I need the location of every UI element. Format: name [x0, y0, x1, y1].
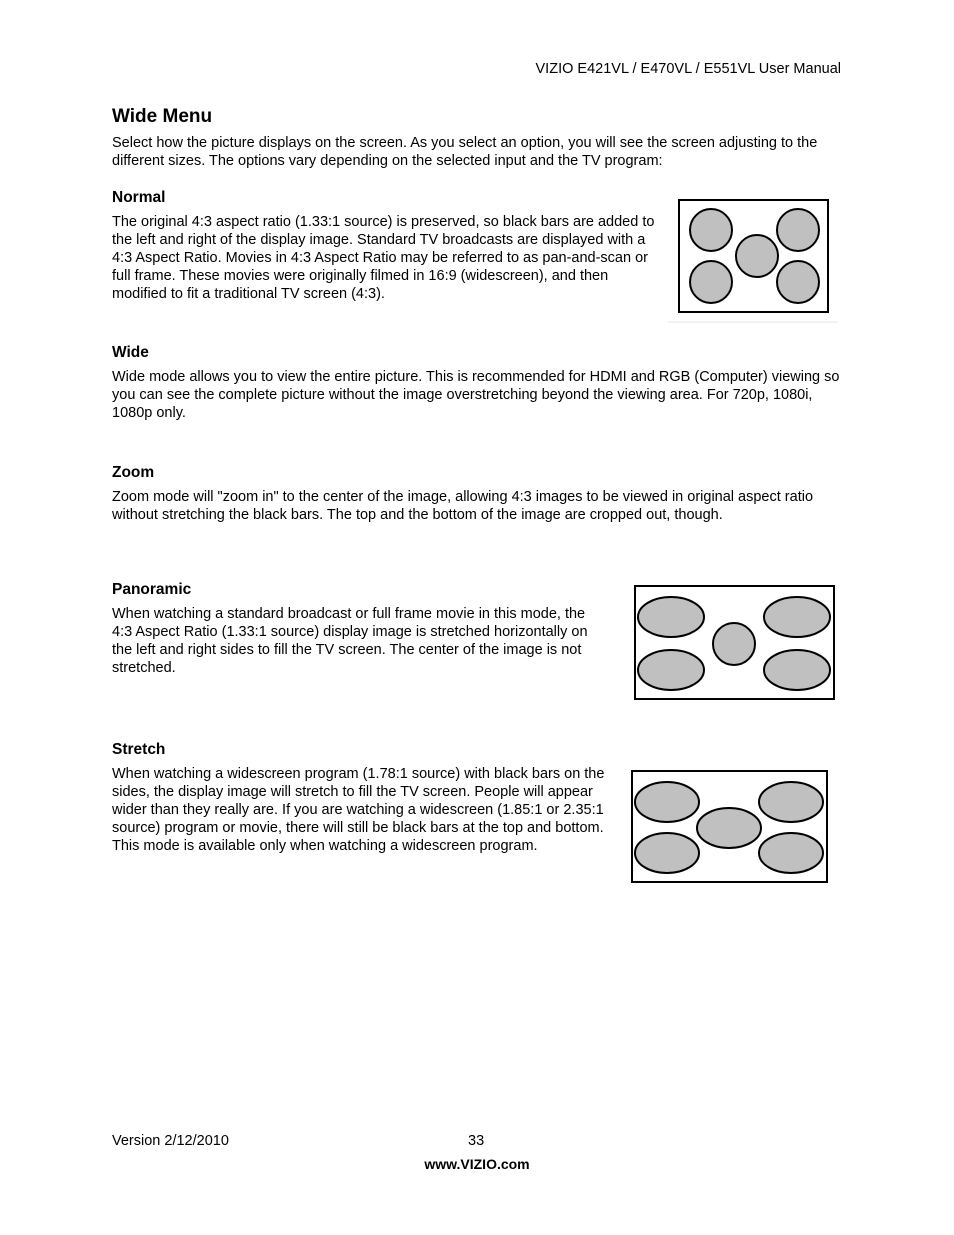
section-stretch-title: Stretch [112, 741, 166, 758]
intro-text: Select how the picture displays on the screen. As you select an option, you will see the screen adjusting to the different sizes. The options vary depending on the selected input and the TV program: [112, 135, 818, 169]
section-stretch-text: When watching a widescreen program (1.78:1 source) with black bars on the sides, the display image will stretch to fill the TV screen. People will appear wider than they really are. If you are watching a widescreen (1.85:1 or 2.35:1 source) program or movie, there will still be black bars at the top and bottom. This mode is available only when watching a widescreen program. [112, 766, 605, 854]
section-wide-text: Wide mode allows you to view the entire picture. This is recommended for HDMI and RGB (Computer) viewing so you can see the complete picture without the image overstretching beyond the viewing area. For 720p, 1080i, 1080p only. [112, 369, 840, 421]
footer-page-number: 33 [468, 1133, 485, 1149]
stretch-mode-diagram [630, 769, 830, 885]
section-normal-title: Normal [112, 189, 166, 206]
section-normal-text: The original 4:3 aspect ratio (1.33:1 source) is preserved, so black bars are added to the left and right of the display image. Standard TV broadcasts are displayed with a 4:3 Aspect Ratio. Movies in 4:3 Aspect Ratio may be referred to as pan-and-scan or full frame. These movies were originally filmed in 16:9 (widescreen), and then modified to fit a traditional TV screen (4:3). [112, 214, 655, 302]
page-heading: Wide Menu [112, 106, 213, 127]
footer-version: Version 2/12/2010 [112, 1133, 229, 1149]
section-panoramic-title: Panoramic [112, 581, 192, 598]
section-panoramic-text: When watching a standard broadcast or full frame movie in this mode, the 4:3 Aspect Ratio (1.33:1 source) display image is stretched horizontally on the left and right sides to fill the TV screen. The center of the image is not stretched. [112, 606, 588, 676]
normal-mode-diagram [668, 198, 838, 324]
panoramic-mode-diagram [633, 585, 836, 702]
section-zoom-title: Zoom [112, 464, 155, 481]
section-zoom-text: Zoom mode will "zoom in" to the center of the image, allowing 4:3 images to be viewed in original aspect ratio without stretching the black bars. The top and the bottom of the image are cropped out, though. [112, 489, 814, 523]
header-manual-title: VIZIO E421VL / E470VL / E551VL User Manual [535, 61, 841, 77]
section-wide-title: Wide [112, 344, 149, 361]
footer-url: www.VIZIO.com [424, 1156, 530, 1172]
